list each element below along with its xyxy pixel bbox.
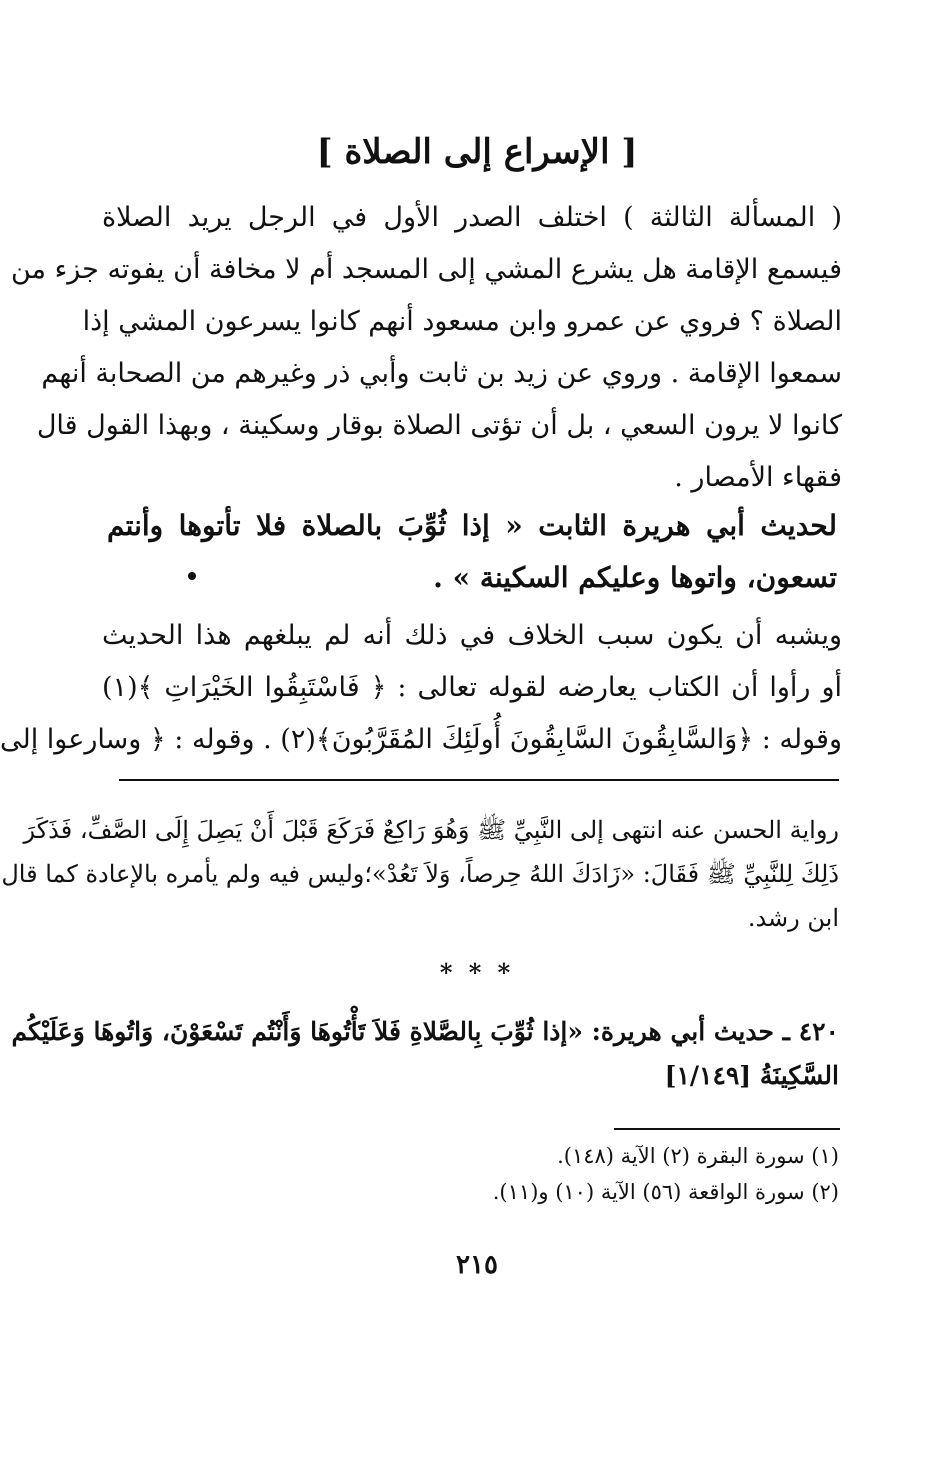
hadith-takhrij — [11, 1010, 839, 1098]
note-line: رواية الحسن عنه انتهى إلى النَّبِيِّ ﷺ وَهُوَ رَاكِعٌ فَرَكَعَ قَبْلَ أَنْ يَصِلَ إِلَى الصَّفِّ، فَذَكَرَ — [23, 816, 839, 844]
section-title: [ الإسراع إلى الصلاة ] — [316, 132, 638, 172]
commentary-note — [1, 808, 839, 940]
footnote-2: (٢) سورة الواقعة (٥٦) الآية (١٠) و(١١). — [492, 1180, 839, 1204]
paragraph-line: الصلاة ؟ فروي عن عمرو وابن مسعود أنهم كانوا يسرعون المشي إذا — [82, 306, 842, 337]
paragraph-question — [10, 192, 842, 504]
paragraph-line: أو رأوا أن الكتاب يعارضه لقوله تعالى : ﴿ فَاسْتَبِقُوا الخَيْرَاتِ ﴾(١) — [102, 672, 842, 703]
book-page — [2, 0, 952, 1465]
separator-stars: * * * — [439, 958, 515, 987]
hadith-line: تسعون، واتوها وعليكم السكينة » . — [433, 561, 837, 594]
paragraph-line: كانوا لا يرون السعي ، بل أن تؤتى الصلاة بوقار وسكينة ، وبهذا القول قال — [36, 410, 842, 441]
paragraph-reason — [0, 610, 842, 766]
paragraph-line: سمعوا الإقامة . وروي عن زيد بن ثابت وأبي ذر وغيرهم من الصحابة أنهم — [41, 358, 842, 389]
hadith-quote — [107, 500, 837, 604]
page-number: ٢١٥ — [456, 1250, 498, 1280]
paragraph-line: ( المسألة الثالثة ) اختلف الصدر الأول في الرجل يريد الصلاة — [102, 202, 842, 233]
paragraph-line: وقوله : ﴿وَالسَّابِقُونَ السَّابِقُونَ أُولَئِكَ المُقَرَّبُونَ﴾(٢) . وقوله : ﴿ وسارعوا إلى — [0, 724, 842, 755]
note-line: ٤٢٠ ـ حديث أبي هريرة: «إذا ثُوِّبَ بِالصَّلاةِ فَلاَ تَأْتُوهَا وَأَنْتُم تَسْعَوْنَ، وَاتُوهَا وَعَلَيْكُم — [11, 1017, 839, 1046]
divider-rule — [119, 779, 839, 781]
bullet-dot — [188, 572, 196, 580]
footnote-1: (١) سورة البقرة (٢) الآية (١٤٨). — [557, 1144, 839, 1168]
hadith-line: لحديث أبي هريرة الثابت « إذا ثُوِّبَ بالصلاة فلا تأتوها وأنتم — [107, 509, 837, 542]
paragraph-line: ويشبه أن يكون سبب الخلاف في ذلك أنه لم يبلغهم هذا الحديث — [102, 620, 842, 651]
paragraph-line: فقهاء الأمصار . — [674, 462, 842, 493]
note-line: ذَلِكَ لِلنَّبِيِّ ﷺ فَقَالَ: «زَادَكَ اللهُ حِرصاً، وَلاَ تَعُدْ»؛وليس فيه ولم يأمره بالإعادة كما قال — [1, 860, 839, 888]
footnote-rule — [614, 1128, 840, 1130]
paragraph-line: فيسمع الإقامة هل يشرع المشي إلى المسجد أم لا مخافة أن يفوته جزء من — [10, 254, 842, 285]
note-line: السَّكِينَةُ [١/١٤٩] — [664, 1061, 839, 1090]
note-line: ابن رشد. — [747, 904, 839, 932]
